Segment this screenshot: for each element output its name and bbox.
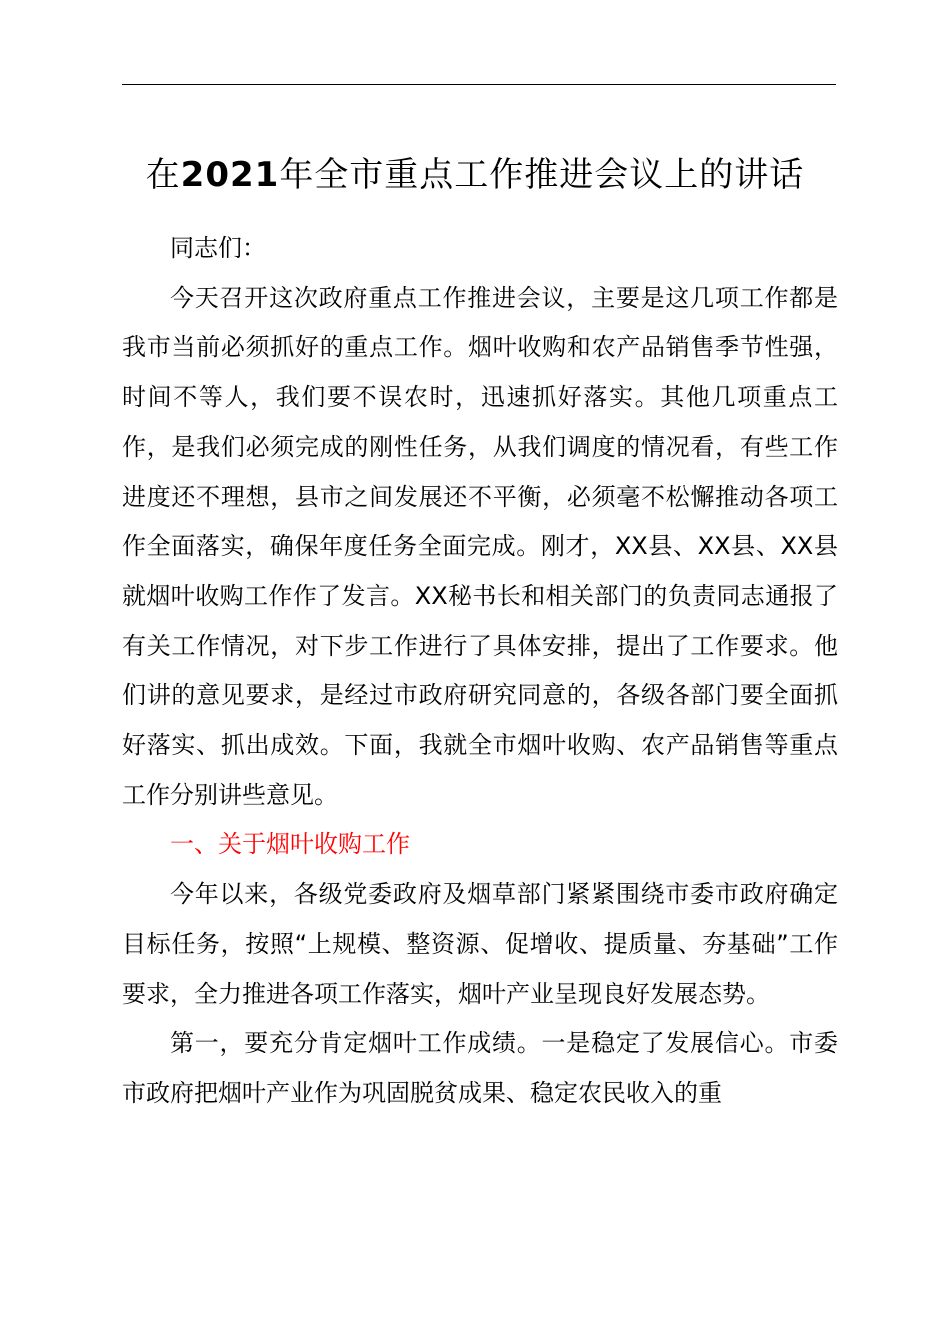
salutation: 同志们： <box>170 234 266 262</box>
header-rule <box>122 84 836 85</box>
title-year: 2021 <box>180 155 280 195</box>
body-paragraph: 第一，要充分肯定烟叶工作成绩。一是稳定了发展信心。市委市政府把烟叶产业作为巩固脱贫成果、稳定农民收入的重 <box>122 1029 838 1107</box>
title-prefix: 在 <box>145 155 181 195</box>
body-paragraph: 今年以来，各级党委政府及烟草部门紧紧围绕市委市政府确定目标任务，按照“上规模、整资源、促增收、提质量、夯基础”工作要求，全力推进各项工作落实，烟叶产业呈现良好发展态势。 <box>122 880 838 1008</box>
page-title <box>60 152 890 198</box>
document-body <box>122 224 838 1119</box>
body-paragraph: 今天召开这次政府重点工作推进会议，主要是这几项工作都是我市当前必须抓好的重点工作。烟叶收购和农产品销售季节性强，时间不等人，我们要不误农时，迅速抓好落实。其他几项重点工作，是我们必须完成的刚性任务，从我们调度的情况看，有些工作进度还不理想，县市之间发展还不平衡，必须毫不松懈推动各项工作全面落实，确保年度任务全面完成。刚才，XX县、XX县、XX县就烟叶收购工作作了发言。XX秘书长和相关部门的负责同志通报了有关工作情况，对下步工作进行了具体安排，提出了工作要求。他们讲的意见要求，是经过市政府研究同意的，各级各部门要全面抓好落实、抓出成效。下面，我就全市烟叶收购、农产品销售等重点工作分别讲些意见。 <box>122 283 838 809</box>
title-suffix: 年全市重点工作推进会议上的讲话 <box>279 155 805 195</box>
section-heading: 一、关于烟叶收购工作 <box>170 830 410 859</box>
